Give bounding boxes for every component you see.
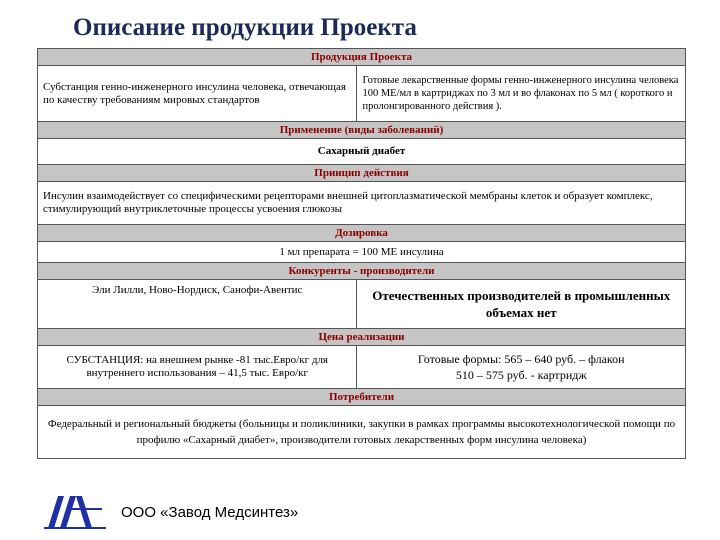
product-description-table	[37, 48, 686, 459]
action-row	[38, 182, 686, 225]
price-left-cell: СУБСТАНЦИЯ: на внешнем рынке -81 тыс.Евро/кг для внутреннего использования – 41,5 тыс. Евро/кг	[38, 346, 357, 389]
competitors-header: Конкуренты - производители	[38, 263, 686, 280]
products-left-cell: Субстанция генно-инженерного инсулина человека, отвечающая по качеству требованиям мировых стандартов	[38, 66, 357, 122]
consumers-value: Федеральный и региональный бюджеты (больницы и поликлиники, закупки в рамках программы высокотехнологической помощи по профилю «Сахарный диабет», производители готовых лекарственных форм инсулина человека)	[38, 406, 686, 459]
price-right-cell	[357, 346, 686, 389]
action-header-row	[38, 165, 686, 182]
action-value: Инсулин взаимодействует со специфическими рецепторами внешней цитоплазматической мембраны клеток и образует комплекс, стимулирующий внутриклеточные процессы усвоения глюкозы	[38, 182, 686, 225]
usage-header-row	[38, 122, 686, 139]
dosage-value: 1 мл препарата = 100 МЕ инсулина	[38, 242, 686, 263]
products-header: Продукция Проекта	[38, 49, 686, 66]
competitors-header-row	[38, 263, 686, 280]
products-header-row	[38, 49, 686, 66]
usage-header: Применение (виды заболеваний)	[38, 122, 686, 139]
usage-value: Сахарный диабет	[38, 139, 686, 165]
page-title: Описание продукции Проекта	[73, 14, 417, 41]
dosage-header-row	[38, 225, 686, 242]
company-name: ООО «Завод Медсинтез»	[121, 504, 299, 521]
price-header-row	[38, 329, 686, 346]
consumers-row	[38, 406, 686, 459]
consumers-header-row	[38, 389, 686, 406]
competitors-row	[38, 280, 686, 329]
competitors-right-cell: Отечественных производителей в промышленных объемах нет	[357, 280, 686, 329]
products-row	[38, 66, 686, 122]
price-right-line1: Готовые формы: 565 – 640 руб. – флакон	[417, 352, 625, 366]
price-header: Цена реализации	[38, 329, 686, 346]
company-logo-icon	[44, 494, 106, 530]
consumers-header: Потребители	[38, 389, 686, 406]
dosage-header: Дозировка	[38, 225, 686, 242]
logo-shapes	[44, 496, 106, 529]
products-right-cell: Готовые лекарственные формы генно-инженерного инсулина человека 100 МЕ/мл в картриджах по 3 мл и во флаконах по 5 мл ( короткого и пролонгированного действия ).	[357, 66, 686, 122]
price-right-line2: 510 – 575 руб. - картридж	[455, 368, 587, 382]
dosage-row	[38, 242, 686, 263]
competitors-left-cell: Эли Лилли, Ново-Нордиск, Санофи-Авентис	[38, 280, 357, 329]
usage-row	[38, 139, 686, 165]
price-row	[38, 346, 686, 389]
action-header: Принцип действия	[38, 165, 686, 182]
